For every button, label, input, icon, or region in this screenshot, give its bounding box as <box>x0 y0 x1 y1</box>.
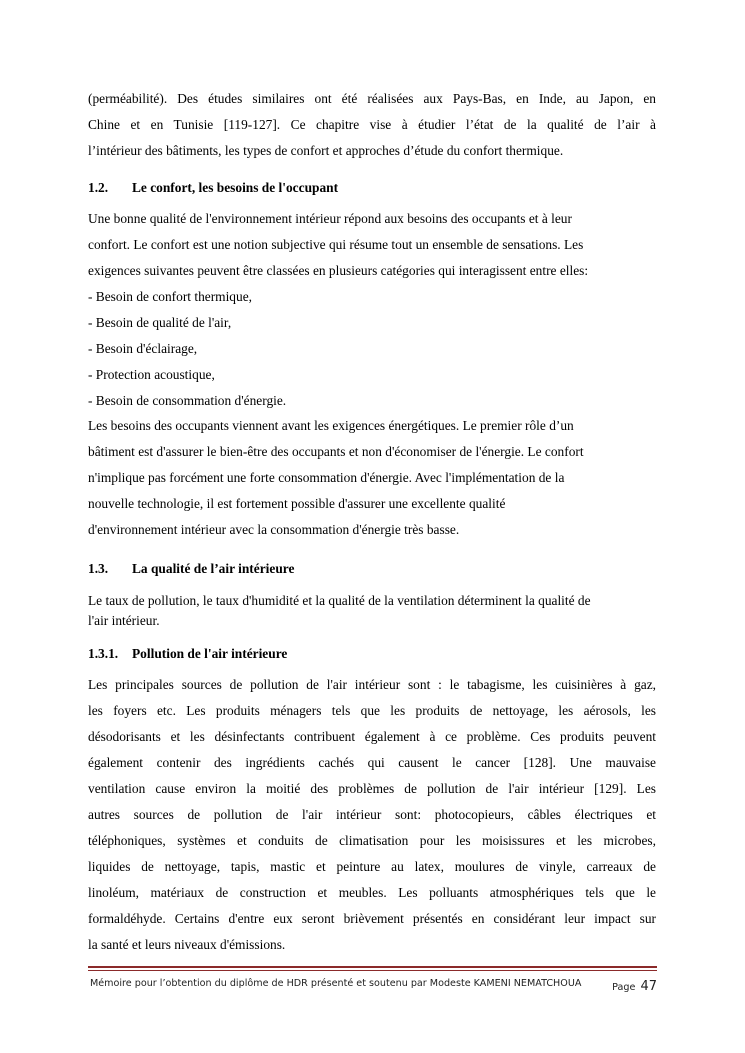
section-1-3-paragraph <box>88 591 656 631</box>
paragraph-line: bâtiment est d'assurer le bien-être des occupants et non d'économiser de l'énergie. Le confort <box>88 444 584 459</box>
paragraph-line: Les besoins des occupants viennent avant les exigences énergétiques. Le premier rôle d’un <box>88 418 574 433</box>
list-item: - Besoin de confort thermique, <box>88 289 252 304</box>
section-number: 1.3.1. <box>88 646 119 661</box>
section-1-2-heading <box>88 179 338 197</box>
paragraph-line: également contenir des ingrédients cachés qui causent le cancer [128]. Une mauvaise <box>88 755 656 770</box>
list-item: - Besoin d'éclairage, <box>88 341 198 356</box>
section-title: Le confort, les besoins de l'occupant <box>132 180 339 195</box>
paragraph-line: confort. Le confort est une notion subjective qui résume tout un ensemble de sensations. Les <box>88 237 584 252</box>
paragraph-line: ventilation cause environ la moitié des problèmes de pollution de l'air intérieur [129]. Les <box>88 781 656 796</box>
paragraph-line: désodorisants et les désinfectants contribuent également à ce problème. Ces produits peuvent <box>88 729 656 744</box>
section-number: 1.2. <box>88 180 109 195</box>
paragraph-line: Les principales sources de pollution de l'air intérieur sont : le tabagisme, les cuisinières à gaz, <box>88 677 656 692</box>
paragraph-line: Une bonne qualité de l'environnement intérieur répond aux besoins des occupants et à leur <box>88 211 572 226</box>
paragraph-line: n'implique pas forcément une forte consommation d'énergie. Avec l'implémentation de la <box>88 470 565 485</box>
list-item: - Protection acoustique, <box>88 367 215 382</box>
section-number: 1.3. <box>88 561 109 576</box>
list-item: - Besoin de consommation d'énergie. <box>88 393 287 408</box>
section-1-3-1-heading <box>88 645 287 663</box>
paragraph-line: nouvelle technologie, il est fortement possible d'assurer une excellente qualité <box>88 496 506 511</box>
list-item: - Besoin de qualité de l'air, <box>88 315 232 330</box>
footer-text: Mémoire pour l’obtention du diplôme de HDR présenté et soutenu par Modeste KAMENI NEMATCHOUA <box>90 978 582 989</box>
footer-rule-thin <box>88 970 657 971</box>
intro-paragraph <box>88 86 656 164</box>
section-1-2-paragraph-1 <box>88 206 656 414</box>
paragraph-line: formaldéhyde. Certains d'entre eux seront brièvement présentés en considérant leur impact sur <box>88 911 656 926</box>
page-number-value: 47 <box>640 979 657 994</box>
section-1-3-1-paragraph <box>88 672 656 958</box>
section-1-3-heading <box>88 560 294 578</box>
paragraph-line: Le taux de pollution, le taux d'humidité et la qualité de la ventilation déterminent la qualité de <box>88 593 591 608</box>
paragraph-line: téléphoniques, systèmes et conduits de climatisation pour les moisissures et les microbes, <box>88 833 656 848</box>
paragraph-line: autres sources de pollution de l'air intérieur sont: photocopieurs, câbles électriques et <box>88 807 656 822</box>
intro-line: l’intérieur des bâtiments, les types de confort et approches d’étude du confort thermique. <box>88 143 564 158</box>
paragraph-line: liquides de nettoyage, tapis, mastic et peinture au latex, moulures de vinyle, carreaux de <box>88 859 656 874</box>
page-label: Page <box>612 982 636 993</box>
paragraph-line: l'air intérieur. <box>88 613 160 628</box>
paragraph-line: la santé et leurs niveaux d'émissions. <box>88 937 286 952</box>
paragraph-line: exigences suivantes peuvent être classées en plusieurs catégories qui interagissent entre elles: <box>88 263 589 278</box>
intro-line: Chine et en Tunisie [119-127]. Ce chapitre vise à étudier l’état de la qualité de l’air à <box>88 117 656 132</box>
page-number <box>612 975 657 994</box>
paragraph-line: les foyers etc. Les produits ménagers tels que les produits de nettoyage, les aérosols, les <box>88 703 656 718</box>
paragraph-line: linoléum, matériaux de construction et meubles. Les polluants atmosphériques tels que le <box>88 885 656 900</box>
section-title: Pollution de l'air intérieure <box>132 646 288 661</box>
intro-line: (perméabilité). Des études similaires ont été réalisées aux Pays-Bas, en Inde, au Japon, en <box>88 91 656 106</box>
paragraph-line: d'environnement intérieur avec la consommation d'énergie très basse. <box>88 522 460 537</box>
section-title: La qualité de l’air intérieure <box>132 561 295 576</box>
section-1-2-paragraph-2 <box>88 413 656 543</box>
footer-rule-thick <box>88 966 657 968</box>
